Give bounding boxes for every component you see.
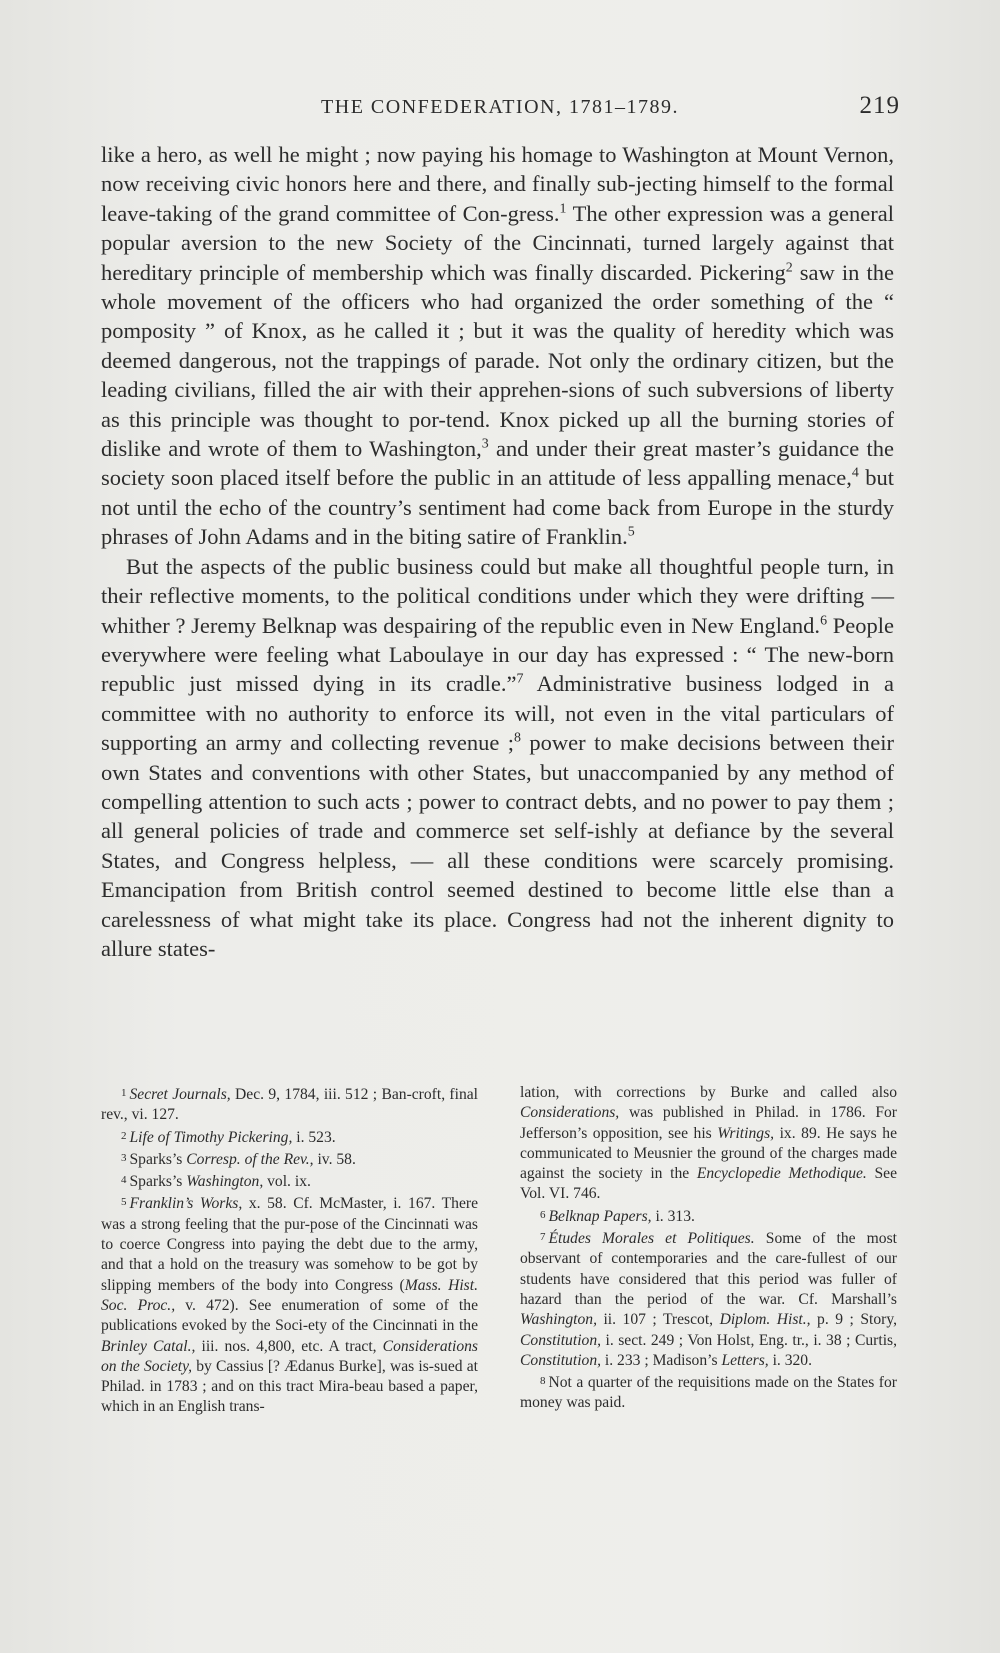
footnote-4 bbox=[101, 1170, 478, 1192]
citation-title: Life of Timothy Pickering, bbox=[129, 1128, 293, 1146]
citation-title: Mass. Hist. Soc. Proc., bbox=[101, 1276, 478, 1314]
footnote-text: Sparks’s bbox=[129, 1173, 187, 1191]
running-head bbox=[100, 92, 900, 126]
footnote-ref-5: 5 bbox=[627, 524, 635, 540]
footnote-mark: 5 bbox=[121, 1196, 127, 1209]
text-run: People everywhere were feeling what Laboulaye in our day has expressed : “ The new-born republic just missed dying in its cradle.” bbox=[101, 612, 894, 697]
citation-title: Constitution, bbox=[520, 1331, 602, 1349]
footnote-ref-6: 6 bbox=[820, 613, 828, 628]
text-run: But the aspects of the public business could but make all thoughtful people turn, in their reflective moments, to the political conditions under which they were drifting — whither ? Jeremy Belknap was despairing of the republic even in New England. bbox=[101, 553, 894, 638]
footnotes bbox=[101, 1083, 898, 1503]
footnote-text: Sparks’s bbox=[129, 1150, 187, 1168]
footnote-7 bbox=[520, 1227, 897, 1371]
footnote-text: i. sect. 249 ; Von Holst, Eng. tr., i. 38 ; Curtis, bbox=[601, 1331, 897, 1349]
footnote-text: by Cassius [? Ædanus Burke], was is-sued at Philad. in 1783 ; and on this tract Mira-beau based a paper, which in an English trans- bbox=[101, 1357, 478, 1416]
footnote-text: iii. nos. 4,800, etc. A tract, bbox=[195, 1337, 383, 1355]
footnote-mark: 3 bbox=[121, 1151, 127, 1164]
footnote-2 bbox=[101, 1126, 478, 1148]
footnote-text: x. 58. Cf. McMaster, i. 167. There was a strong feeling that the pur-pose of the Cincinnati was to coerce Congress into paying the debt due to the army, and that a hold on the treasury was somehow to be got by slipping members of the body into Congress ( bbox=[101, 1195, 479, 1294]
body-text bbox=[101, 140, 894, 963]
footnote-text: Dec. 9, 1784, iii. 512 ; Ban-croft, final rev., vi. 127. bbox=[101, 1086, 479, 1124]
text-run: but not until the echo of the country’s sentiment had come back from Europe in the sturdy phrases of John Adams and in the biting satire of Franklin. bbox=[101, 465, 894, 550]
text-run: Administrative business lodged in a committee with no authority to enforce its will, not even in the vital particulars of supporting an army and collecting revenue ; bbox=[101, 671, 895, 756]
paragraph-1 bbox=[101, 140, 894, 552]
footnote-text: v. 472). See enumeration of some of the publications evoked by the Soci-ety of the Cincinnati in the bbox=[101, 1296, 478, 1335]
footnote-text: vol. ix. bbox=[263, 1173, 311, 1191]
citation-title: Corresp. of the Rev., bbox=[186, 1150, 314, 1168]
footnote-text: iv. 58. bbox=[313, 1150, 356, 1168]
footnote-text: was published in Philad. in 1786. For Jefferson’s opposition, see his bbox=[520, 1104, 897, 1142]
footnote-text: See Vol. VI. 746. bbox=[520, 1165, 897, 1203]
citation-title: Brinley Catal., bbox=[101, 1337, 196, 1355]
footnote-mark: 7 bbox=[540, 1231, 546, 1244]
footnote-mark: 8 bbox=[540, 1375, 546, 1388]
footnote-ref-7: 7 bbox=[516, 671, 524, 687]
citation-title: Considerations on the Society, bbox=[101, 1337, 478, 1375]
footnote-text: Some of the most observant of contemporaries and the care-fullest of our students have considered that this period was fuller of hazard than the period of the war. Cf. Marshall’s bbox=[520, 1230, 898, 1308]
footnote-text: i. 233 ; Madison’s bbox=[601, 1351, 722, 1369]
footnote-5-continued bbox=[520, 1083, 897, 1205]
footnote-mark: 4 bbox=[121, 1174, 127, 1187]
footnote-1 bbox=[101, 1083, 478, 1126]
footnote-ref-2: 2 bbox=[785, 260, 793, 276]
footnote-text: i. 320. bbox=[768, 1351, 812, 1369]
citation-title: Franklin’s Works, bbox=[129, 1195, 243, 1213]
footnote-mark: 2 bbox=[121, 1129, 127, 1142]
citation-title: Belknap Papers, bbox=[548, 1207, 652, 1225]
text-run: saw in the whole movement of the officers who had organized the order something of the “ pomposity ” of Knox, as he called it ; but it was the quality of heredity which was deemed dangerous, not the trappings of parade. Not only the ordinary citizen, but the leading civilians, filled the air with their apprehen-sions of such subversions of liberty as this principle was thought to por-tend. Knox picked up all the burning stories of dislike and wrote of them to Washington, bbox=[101, 259, 894, 462]
citation-title: Writings, bbox=[717, 1124, 775, 1142]
text-run: and under their great master’s guidance the society soon placed itself before the public in an attitude of less appalling menace, bbox=[101, 436, 895, 491]
footnote-5 bbox=[101, 1192, 478, 1417]
citation-title: Washington, bbox=[186, 1173, 264, 1191]
footnote-ref-4: 4 bbox=[851, 465, 859, 481]
text-run: like a hero, as well he might ; now paying his homage to Washington at Mount Vernon, now receiving civic honors here and there, and finally sub-jecting himself to the formal leave-taking of the grand committee of Con-gress. bbox=[101, 142, 894, 226]
footnote-8 bbox=[520, 1371, 897, 1414]
citation-title: Secret Journals, bbox=[129, 1086, 231, 1103]
citation-title: Considerations, bbox=[520, 1104, 620, 1122]
footnote-mark: 6 bbox=[540, 1208, 546, 1221]
footnote-ref-1: 1 bbox=[559, 201, 567, 217]
citation-title: Letters, bbox=[721, 1351, 769, 1369]
footnote-text: Not a quarter of the requisitions made on the States for money was paid. bbox=[520, 1374, 897, 1412]
text-run: The other expression was a general popular aversion to the new Society of the Cincinnati, turned largely against that hereditary principle of membership which was finally discarded. Pickering bbox=[101, 200, 895, 285]
running-title: THE CONFEDERATION, 1781–1789. bbox=[321, 96, 679, 118]
citation-title: Constitution, bbox=[520, 1351, 602, 1369]
footnote-text: ii. 107 ; Trescot, bbox=[596, 1311, 720, 1329]
footnote-6 bbox=[520, 1205, 897, 1227]
paragraph-2 bbox=[101, 552, 894, 964]
citation-title: Diplom. Hist., bbox=[719, 1311, 811, 1329]
footnotes-left-column bbox=[101, 1083, 478, 1418]
text-run: power to make decisions between their own States and conventions with other States, but unaccompanied by any method of compelling attention to such acts ; power to contract debts, and no power to pay them ; all general policies of trade and commerce set self-ishly at defiance by the several States, and Congress helpless, — all these conditions were scarcely promising. Emancipation from British control seemed destined to become little else than a carelessness of what might take its place. Congress had not the inherent dignity to allure states- bbox=[101, 730, 895, 961]
footnote-text: i. 523. bbox=[292, 1128, 336, 1146]
citation-title: Encyclopedie Methodique. bbox=[696, 1165, 867, 1183]
citation-title: Études Morales et Politiques. bbox=[548, 1230, 755, 1248]
footnote-text: i. 313. bbox=[651, 1207, 695, 1225]
footnote-ref-3: 3 bbox=[481, 436, 489, 452]
citation-title: Washington, bbox=[520, 1311, 597, 1329]
footnote-mark: 1 bbox=[121, 1087, 127, 1099]
page-number: 219 bbox=[859, 92, 900, 119]
footnote-text: p. 9 ; Story, bbox=[810, 1311, 897, 1329]
footnote-text: lation, with corrections by Burke and called also bbox=[520, 1084, 897, 1101]
footnote-ref-8: 8 bbox=[514, 730, 521, 746]
footnotes-right-column bbox=[520, 1083, 897, 1414]
footnote-3 bbox=[101, 1148, 478, 1170]
footnote-text: ix. 89. He says he communicated to Meusnier the ground of the charges made against the society in the bbox=[520, 1124, 898, 1183]
